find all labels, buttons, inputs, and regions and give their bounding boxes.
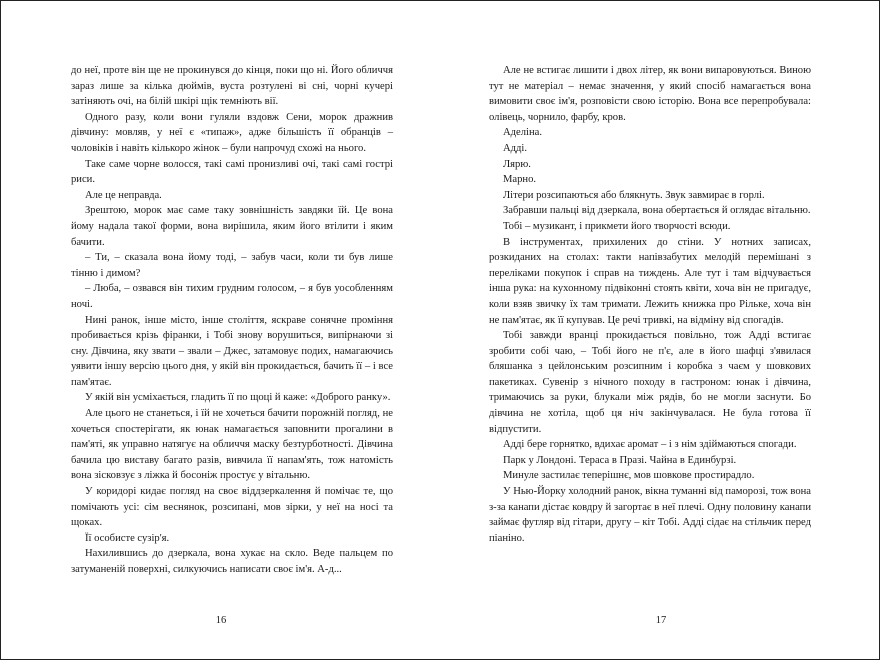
paragraph: У якій він усміхається, гладить її по щоці й каже: «Доброго ранку». [85,392,391,404]
paragraph: Одного разу, коли вони гуляли вздовж Сени, морок дражнив дівчину: мовляв, у неї є «типаж», адже більшість її обранців – чоловіків і навіть кількоро жінок – були напрочуд схожі на нього. [71,111,393,154]
paragraph: У коридорі кидає погляд на своє віддзеркалення й помічає те, що помічають усі: сім веснянок, розсипані, мов зірки, у неї на носі та щоках. [71,486,393,529]
paragraph: Лярю. [503,158,531,170]
page-number-left: 16 [215,615,227,626]
paragraph: до неї, проте він ще не прокинувся до кінця, поки що ні. Його обличчя зараз лише за кілька дюймів, вуста розтулені ві сні, чорні кучері затіняють очі, на білій шкірі щік темніють вії. [71,65,393,108]
paragraph: Тобі завжди вранці прокидається повільно, тож Адді встигає зробити собі чаю, – Тобі його не п'є, але в його шафці з'явилася бляшанка з цейлонським розсипним і коробка з чаєм у шовкових пакетиках. Сувенір з нічного походу в гастроном: юнак і дівчина, тримаючись за руки, блукали між рядів, бо не могли заснути. Бо дівчина не хотіла, щоб ця ніч закінчувалася. Не була готова її відпустити. [489,330,811,435]
right-page-text [489,63,811,546]
paragraph: Аделіна. [503,127,542,139]
paragraph: Нахилившись до дзеркала, вона хукає на скло. Веде пальцем по затуманеній поверхні, силкуючись написати своє ім'я. А-д... [71,548,393,575]
paragraph: Але не встигає лишити і двох літер, як вони випаровуються. Виною тут не матеріал – немає значення, у який спосіб намагається вона вимовити своє ім'я, розповісти свою історію. Вона все перепробувала: олівець, чорнило, фарбу, кров. [489,65,811,123]
paragraph: Забравши пальці від дзеркала, вона обертається й оглядає вітальню. [503,205,811,217]
paragraph: Таке саме чорне волосся, такі самі пронизливі очі, такі самі гострі риси. [71,158,393,186]
paragraph: Зрештою, морок має саме таку зовнішність завдяки їй. Це вона йому надала такої форми, вона вирішила, яким його втілити і яким бачити. [71,205,393,248]
paragraph: Нині ранок, інше місто, інше століття, яскраве сонячне проміння пробивається крізь фіранки, і Тобі знову ворушиться, випірнаючи зі сну. Дівчина, яку звати – звали – Джес, затамовує подих, намагаючись уявити іншу версію цього дня, у якій він прокидається, бачить її – і все пам'ятає. [71,314,393,388]
paragraph: Тобі – музикант, і прикмети його творчості всюди. [503,220,731,232]
paragraph: Але цього не станеться, і їй не хочеться бачити порожній погляд, не хочеться спостерігати, як юнак намагається заповнити прогалини в пам'яті, як управно натягує на обличчя маску безтурботності. Дівчина бачила цю виставу багато разів, вивчила її напам'ять, тож натомість вона зісковзує з ліжка й босоніж простує у вітальню. [71,408,393,482]
paragraph: Її особисте сузір'я. [85,532,170,544]
paragraph: Парк у Лондоні. Тераса в Празі. Чайна в Единбурзі. [503,454,737,466]
paragraph: У Нью-Йорку холодний ранок, вікна туманні від паморозі, тож вона з-за канапи дістає ковдру й загортає в неї плечі. Одну половину канапи займає футляр від гітари, другу – кіт Тобі. Адді сідає на стільчик перед піаніно. [489,486,811,544]
paragraph: Минуле застилає теперішнє, мов шовкове простирадло. [503,470,755,482]
paragraph: Але це неправда. [85,189,162,201]
page-number-right: 17 [655,615,667,626]
paragraph: – Ти, – сказала вона йому тоді, – забув часи, коли ти був лише тінню і димом? [71,252,393,279]
paragraph: Літери розсипаються або блякнуть. Звук завмирає в горлі. [503,189,765,201]
paragraph: – Люба, – озвався він тихим грудним голосом, – я був уособленням ночі. [71,283,393,310]
left-page-text [71,63,393,578]
paragraph: В інструментах, прихилених до стіни. У нотних записах, розкиданих на столах: такти напівзабутих мелодій перемішані з переліками покупок і справ на тиждень. Але тут і там відчувається інша рука: на кухонному підвіконні стоять квіти, хоча він не пригадує, коли взяв звичку їх там тримати. Лежить книжка про Рільке, хоча він не пам'ятає, як її купував. Це речі тривкі, на відміну від спогадів. [489,236,811,326]
paragraph: Адді бере горнятко, вдихає аромат – і з нім здіймаються спогади. [503,439,797,451]
paragraph: Адді. [503,142,528,154]
paragraph: Марно. [503,174,537,186]
